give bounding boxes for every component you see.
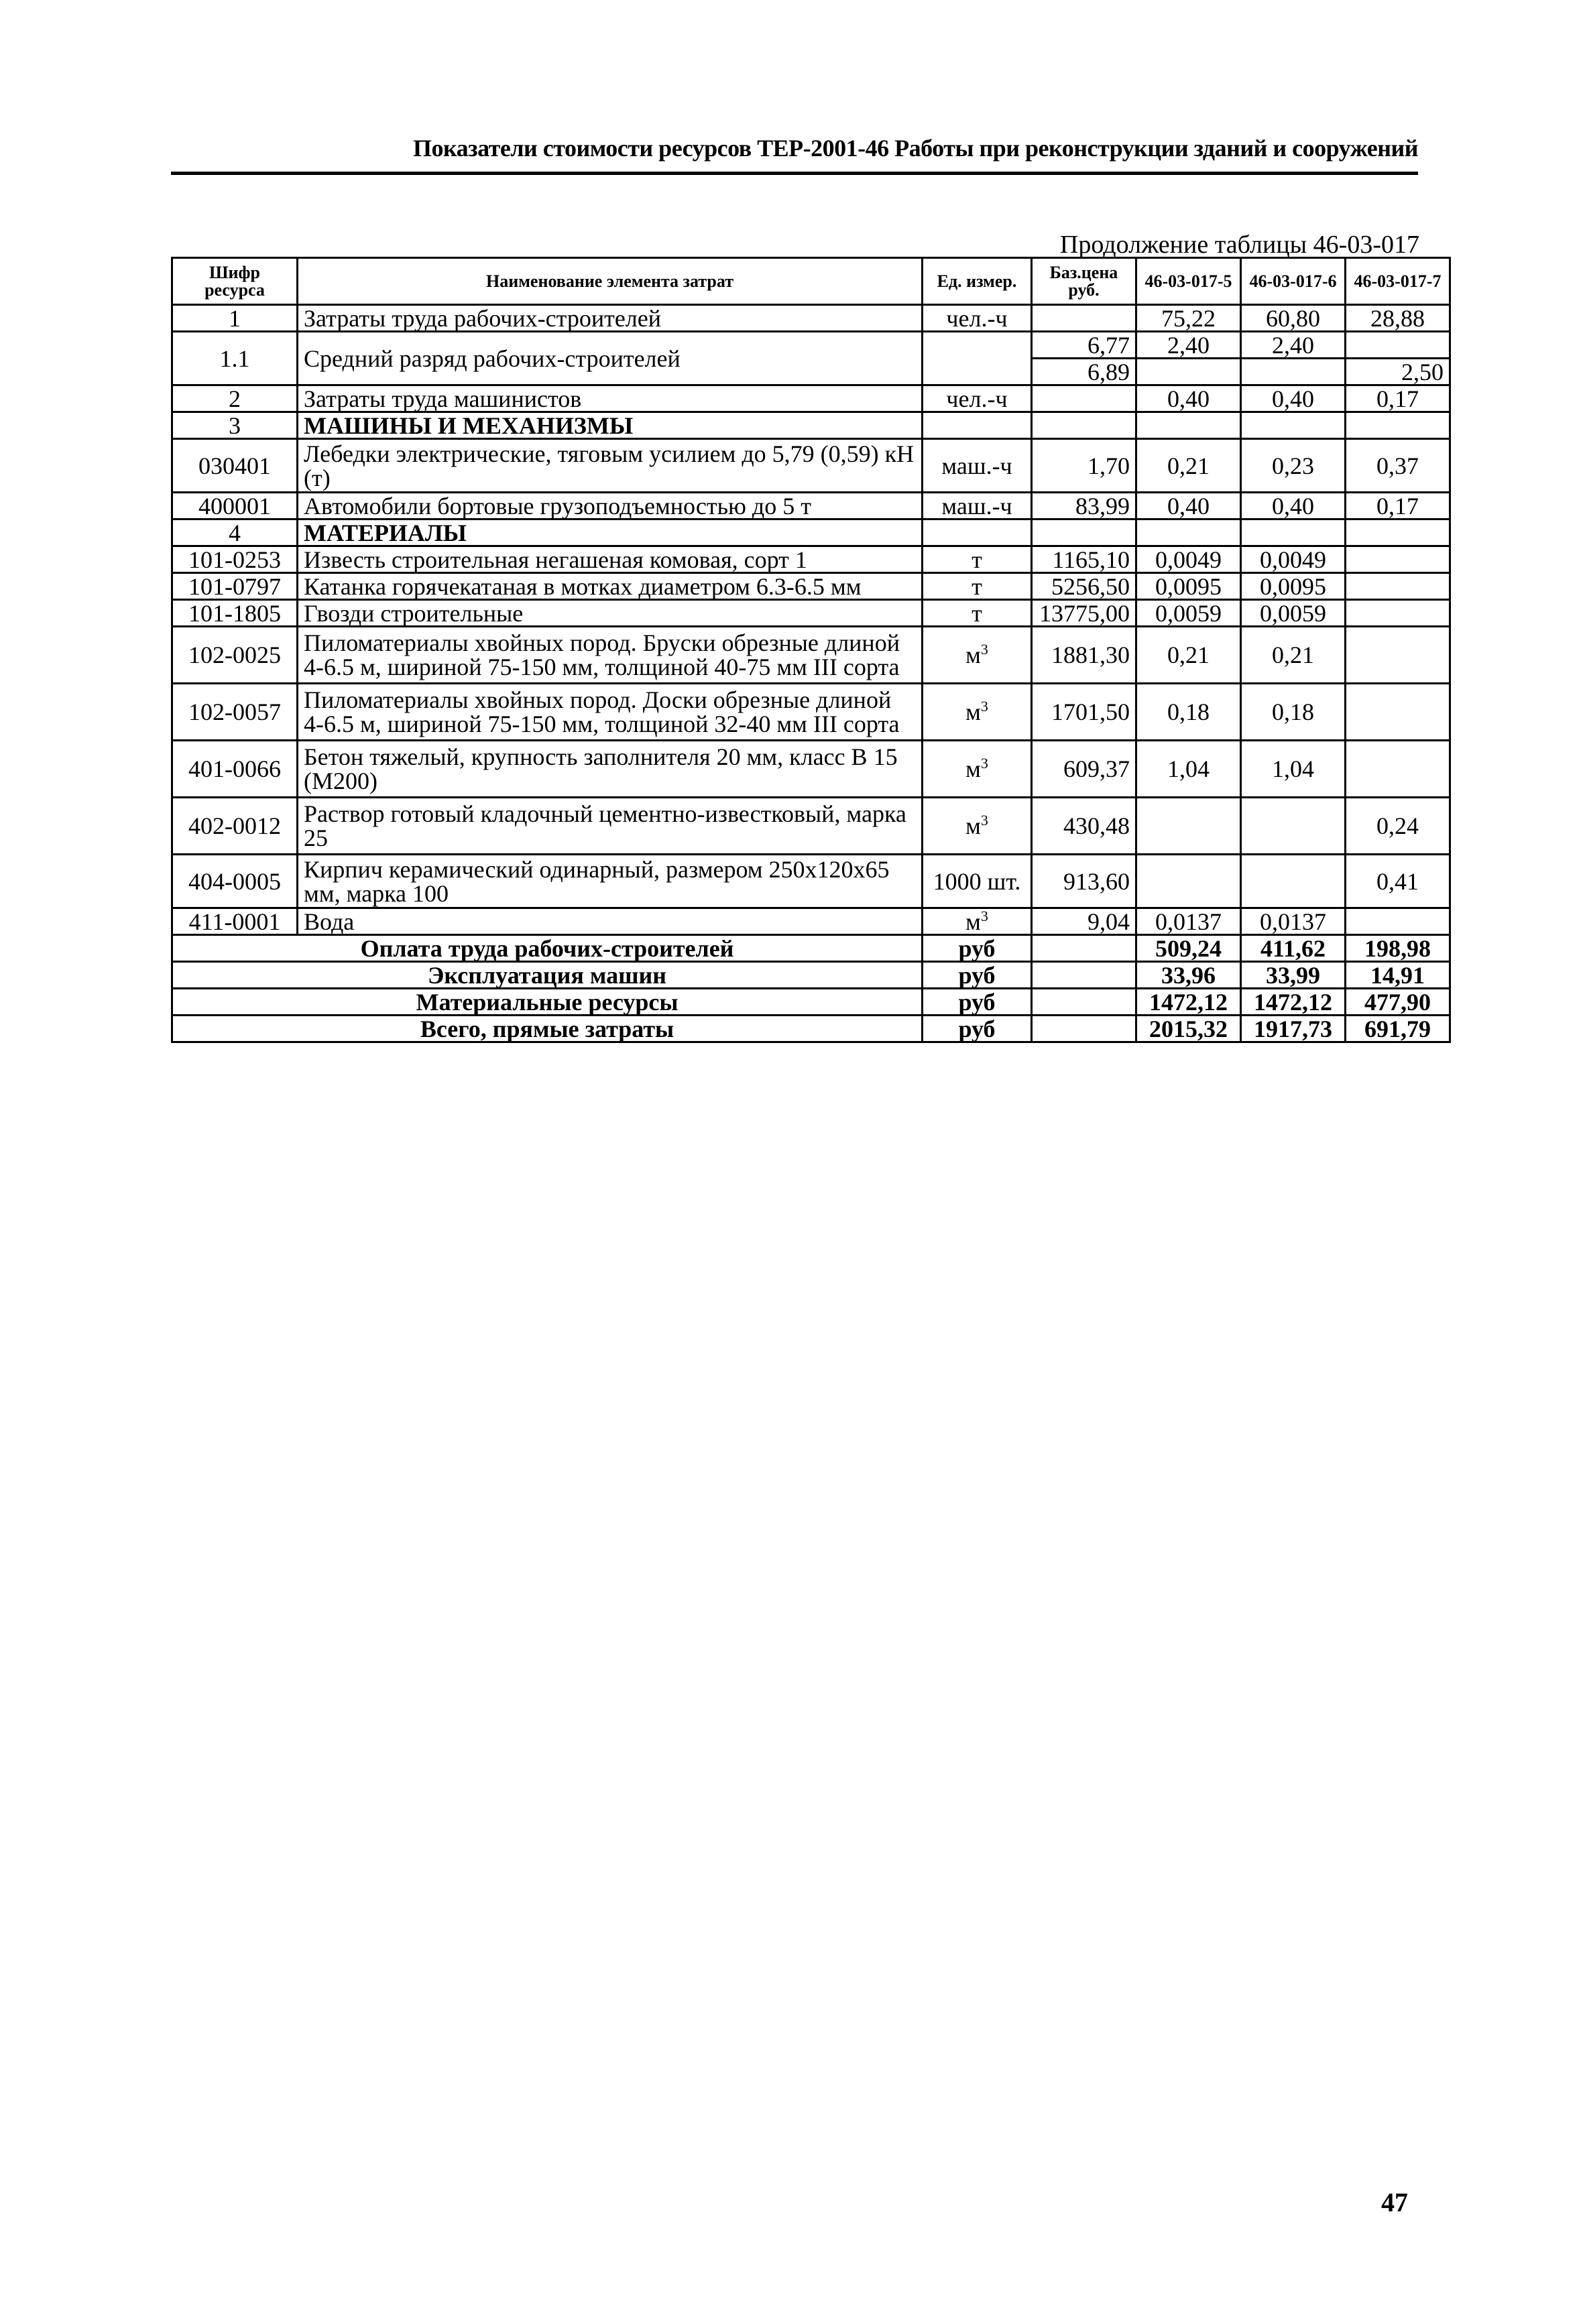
totals-value-017-6: 1917,73	[1241, 1016, 1346, 1042]
totals-value-017-5: 2015,32	[1136, 1016, 1241, 1042]
row-name: Затраты труда рабочих-строителей	[298, 305, 923, 332]
row-code: 402-0012	[172, 798, 298, 855]
row-unit	[923, 600, 1032, 627]
header-rule	[171, 172, 1418, 175]
row-value-017-5: 0,0049	[1136, 546, 1241, 573]
row-code: 2	[172, 385, 298, 412]
row-value-017-7	[1346, 546, 1450, 573]
header-col-017-6: 46-03-017-6	[1241, 258, 1346, 305]
totals-base-price-empty	[1032, 1016, 1136, 1042]
totals-row	[172, 1016, 1450, 1042]
row-unit-text: т	[972, 599, 982, 627]
row-value-017-6: 0,0095	[1241, 573, 1346, 600]
row-base-price: 430,48	[1032, 798, 1136, 855]
row-value-017-7	[1346, 600, 1450, 627]
row-value-017-6: 0,21	[1241, 627, 1346, 684]
totals-label: Всего, прямые затраты	[172, 1016, 923, 1042]
totals-row	[172, 989, 1450, 1016]
row-name: Раствор готовый кладочный цементно-известковый, марка 25	[298, 798, 923, 855]
row-base-price: 6,89	[1032, 359, 1136, 385]
row-code: 4	[172, 519, 298, 546]
row-value-017-6	[1241, 855, 1346, 908]
row-unit-text: 1000 шт.	[933, 867, 1021, 895]
row-name: МАШИНЫ И МЕХАНИЗМЫ	[298, 412, 923, 439]
table-row	[172, 305, 1450, 332]
row-value-017-6	[1241, 412, 1346, 439]
row-value-017-5: 0,0095	[1136, 573, 1241, 600]
cube-superscript: 3	[980, 641, 988, 658]
header-col-017-7: 46-03-017-7	[1346, 258, 1450, 305]
row-unit	[923, 519, 1032, 546]
row-unit	[923, 855, 1032, 908]
row-unit-text: маш.-ч	[941, 492, 1012, 519]
row-name: Катанка горячекатаная в мотках диаметром 6.3-6.5 мм	[298, 573, 923, 600]
row-base-price	[1032, 305, 1136, 332]
totals-label: Эксплуатация машин	[172, 962, 923, 989]
row-unit	[923, 627, 1032, 684]
totals-value-017-7: 198,98	[1346, 935, 1450, 962]
row-value-017-6: 0,0059	[1241, 600, 1346, 627]
row-unit	[923, 439, 1032, 493]
row-base-price: 609,37	[1032, 741, 1136, 798]
header-col-017-5: 46-03-017-5	[1136, 258, 1241, 305]
row-base-price	[1032, 412, 1136, 439]
row-unit-text: чел.-ч	[946, 385, 1008, 412]
row-base-price: 1701,50	[1032, 684, 1136, 741]
row-value-017-5: 0,0059	[1136, 600, 1241, 627]
row-value-017-5	[1136, 519, 1241, 546]
row-code: 030401	[172, 439, 298, 493]
row-base-price: 913,60	[1032, 855, 1136, 908]
header-code: Шифр ресурса	[172, 258, 298, 305]
table-row	[172, 439, 1450, 493]
row-unit-text: м	[965, 641, 981, 668]
row-name: Автомобили бортовые грузоподъемностью до 5 т	[298, 493, 923, 519]
row-value-017-7	[1346, 573, 1450, 600]
row-value-017-5: 0,40	[1136, 385, 1241, 412]
row-base-price	[1032, 385, 1136, 412]
totals-base-price-empty	[1032, 962, 1136, 989]
row-value-017-5: 0,0137	[1136, 908, 1241, 935]
table-row	[172, 908, 1450, 935]
row-value-017-6: 1,04	[1241, 741, 1346, 798]
totals-value-017-5: 509,24	[1136, 935, 1241, 962]
row-code: 1	[172, 305, 298, 332]
row-name: Бетон тяжелый, крупность заполнителя 20 мм, класс В 15 (М200)	[298, 741, 923, 798]
row-code: 101-0253	[172, 546, 298, 573]
table-row	[172, 385, 1450, 412]
totals-value-017-5: 1472,12	[1136, 989, 1241, 1016]
row-unit	[923, 573, 1032, 600]
table-row	[172, 332, 1450, 359]
row-name: МАТЕРИАЛЫ	[298, 519, 923, 546]
row-value-017-6: 0,18	[1241, 684, 1346, 741]
totals-unit: руб	[923, 989, 1032, 1016]
totals-row	[172, 935, 1450, 962]
totals-value-017-6: 1472,12	[1241, 989, 1346, 1016]
table-header-row	[172, 258, 1450, 305]
row-value-017-5	[1136, 359, 1241, 385]
row-value-017-5	[1136, 412, 1241, 439]
row-base-price: 5256,50	[1032, 573, 1136, 600]
row-value-017-7: 0,37	[1346, 439, 1450, 493]
row-value-017-7	[1346, 908, 1450, 935]
row-name: Вода	[298, 908, 923, 935]
table-row	[172, 684, 1450, 741]
row-unit	[923, 412, 1032, 439]
row-value-017-7: 0,17	[1346, 493, 1450, 519]
cube-superscript: 3	[980, 755, 988, 772]
row-unit	[923, 798, 1032, 855]
page-number: 47	[1381, 2187, 1408, 2217]
row-value-017-7	[1346, 627, 1450, 684]
row-name: Затраты труда машинистов	[298, 385, 923, 412]
row-unit	[923, 908, 1032, 935]
totals-value-017-7: 14,91	[1346, 962, 1450, 989]
row-code: 3	[172, 412, 298, 439]
row-unit	[923, 741, 1032, 798]
row-code: 102-0057	[172, 684, 298, 741]
row-value-017-6: 0,40	[1241, 385, 1346, 412]
row-name: Пиломатериалы хвойных пород. Доски обрезные длиной 4-6.5 м, шириной 75-150 мм, толщиной 32-40 мм III сорта	[298, 684, 923, 741]
row-value-017-7: 0,17	[1346, 385, 1450, 412]
row-code: 401-0066	[172, 741, 298, 798]
row-value-017-5: 75,22	[1136, 305, 1241, 332]
row-value-017-5: 0,40	[1136, 493, 1241, 519]
running-header: Показатели стоимости ресурсов ТЕР-2001-46 Работы при реконструкции зданий и сооружений	[412, 135, 1418, 162]
row-value-017-7	[1346, 741, 1450, 798]
totals-row	[172, 962, 1450, 989]
row-base-price: 6,77	[1032, 332, 1136, 359]
row-base-price: 83,99	[1032, 493, 1136, 519]
totals-value-017-6: 411,62	[1241, 935, 1346, 962]
row-value-017-5	[1136, 798, 1241, 855]
totals-base-price-empty	[1032, 989, 1136, 1016]
row-unit-text: маш.-ч	[941, 452, 1012, 479]
row-unit	[923, 305, 1032, 332]
row-base-price	[1032, 519, 1136, 546]
row-unit-text: чел.-ч	[946, 304, 1008, 332]
row-name: Средний разряд рабочих-строителей	[298, 332, 923, 385]
row-base-price: 1165,10	[1032, 546, 1136, 573]
table-row	[172, 493, 1450, 519]
row-base-price: 13775,00	[1032, 600, 1136, 627]
table-row	[172, 741, 1450, 798]
cube-superscript: 3	[980, 907, 988, 924]
row-value-017-7	[1346, 684, 1450, 741]
row-value-017-5: 0,21	[1136, 439, 1241, 493]
row-unit-text: т	[972, 546, 982, 573]
totals-value-017-7: 477,90	[1346, 989, 1450, 1016]
row-name: Кирпич керамический одинарный, размером 250х120х65 мм, марка 100	[298, 855, 923, 908]
row-code: 411-0001	[172, 908, 298, 935]
header-name: Наименование элемента затрат	[298, 258, 923, 305]
totals-unit: руб	[923, 1016, 1032, 1042]
row-value-017-5	[1136, 855, 1241, 908]
row-code: 102-0025	[172, 627, 298, 684]
row-value-017-6: 0,0137	[1241, 908, 1346, 935]
table-row	[172, 412, 1450, 439]
table-continuation-label: Продолжение таблицы 46-03-017	[1059, 231, 1419, 259]
row-unit-text: т	[972, 572, 982, 600]
row-value-017-6: 0,23	[1241, 439, 1346, 493]
row-base-price: 1881,30	[1032, 627, 1136, 684]
header-unit: Ед. измер.	[923, 258, 1032, 305]
row-unit	[923, 332, 1032, 385]
totals-value-017-7: 691,79	[1346, 1016, 1450, 1042]
row-value-017-7: 0,41	[1346, 855, 1450, 908]
row-value-017-7	[1346, 412, 1450, 439]
row-unit-text: м	[965, 812, 981, 839]
row-unit-text: м	[965, 908, 981, 935]
totals-value-017-5: 33,96	[1136, 962, 1241, 989]
row-code: 400001	[172, 493, 298, 519]
row-unit	[923, 385, 1032, 412]
row-base-price: 9,04	[1032, 908, 1136, 935]
row-unit	[923, 684, 1032, 741]
row-base-price: 1,70	[1032, 439, 1136, 493]
row-value-017-5: 2,40	[1136, 332, 1241, 359]
row-value-017-7: 28,88	[1346, 305, 1450, 332]
row-value-017-6: 2,40	[1241, 332, 1346, 359]
header-base-price: Баз.цена руб.	[1032, 258, 1136, 305]
row-code: 1.1	[172, 332, 298, 385]
row-value-017-6: 0,0049	[1241, 546, 1346, 573]
cube-superscript: 3	[980, 698, 988, 715]
row-unit-text: м	[965, 698, 981, 725]
totals-base-price-empty	[1032, 935, 1136, 962]
row-code: 101-1805	[172, 600, 298, 627]
row-value-017-6: 60,80	[1241, 305, 1346, 332]
row-value-017-6	[1241, 359, 1346, 385]
row-name: Лебедки электрические, тяговым усилием до 5,79 (0,59) кН (т)	[298, 439, 923, 493]
totals-label: Оплата труда рабочих-строителей	[172, 935, 923, 962]
row-unit	[923, 493, 1032, 519]
table-row	[172, 519, 1450, 546]
row-name: Известь строительная негашеная комовая, сорт 1	[298, 546, 923, 573]
totals-value-017-6: 33,99	[1241, 962, 1346, 989]
totals-unit: руб	[923, 962, 1032, 989]
table-row	[172, 573, 1450, 600]
row-value-017-7: 2,50	[1346, 359, 1450, 385]
row-code: 404-0005	[172, 855, 298, 908]
cube-superscript: 3	[980, 812, 988, 829]
row-code: 101-0797	[172, 573, 298, 600]
row-value-017-5: 0,18	[1136, 684, 1241, 741]
row-unit	[923, 546, 1032, 573]
table-row	[172, 855, 1450, 908]
row-unit-text: м	[965, 755, 981, 782]
row-value-017-7	[1346, 519, 1450, 546]
row-value-017-5: 0,21	[1136, 627, 1241, 684]
row-name: Гвозди строительные	[298, 600, 923, 627]
row-value-017-6	[1241, 798, 1346, 855]
table-row	[172, 798, 1450, 855]
row-value-017-7: 0,24	[1346, 798, 1450, 855]
row-name: Пиломатериалы хвойных пород. Бруски обрезные длиной 4-6.5 м, шириной 75-150 мм, толщиной 40-75 мм III сорта	[298, 627, 923, 684]
totals-label: Материальные ресурсы	[172, 989, 923, 1016]
table-row	[172, 600, 1450, 627]
totals-unit: руб	[923, 935, 1032, 962]
resource-cost-table	[171, 257, 1451, 1043]
table-row	[172, 546, 1450, 573]
row-value-017-6: 0,40	[1241, 493, 1346, 519]
row-value-017-5: 1,04	[1136, 741, 1241, 798]
table-row	[172, 627, 1450, 684]
row-value-017-6	[1241, 519, 1346, 546]
row-value-017-7	[1346, 332, 1450, 359]
